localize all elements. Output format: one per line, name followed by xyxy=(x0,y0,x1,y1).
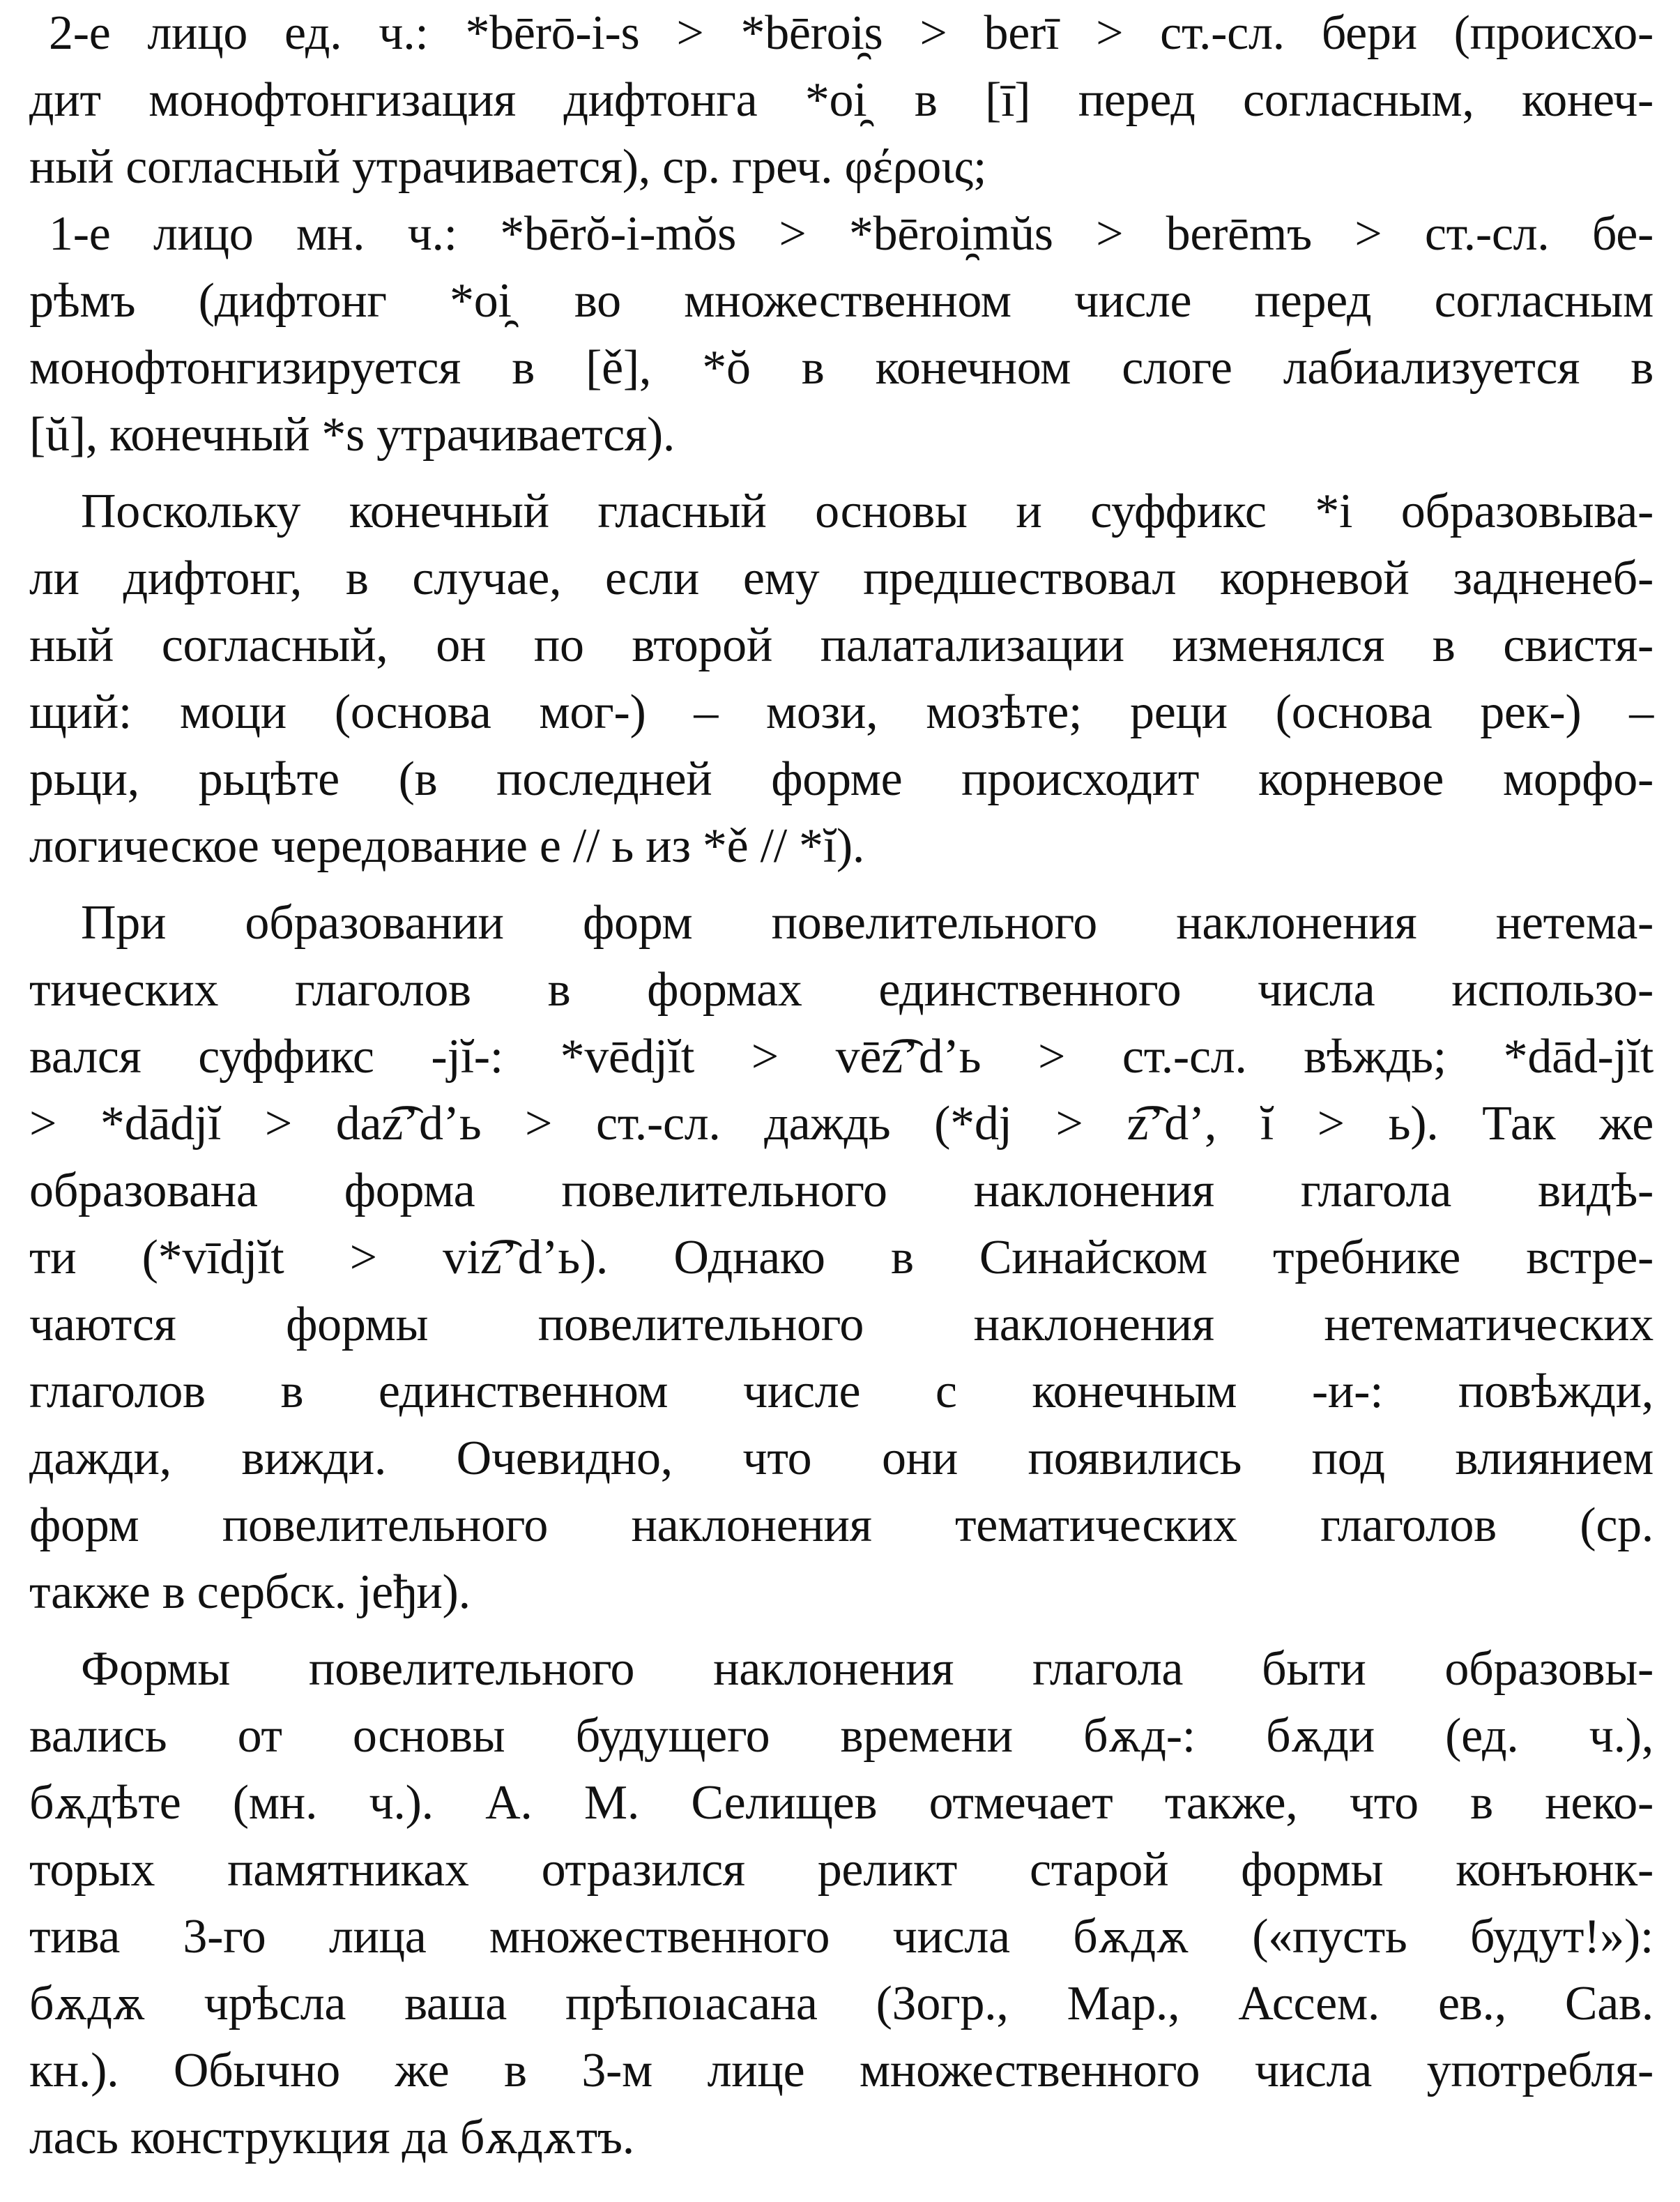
text-line: тических глаголов в формах единственного числа использо- xyxy=(29,963,1654,1017)
text-line: ли дифтонг, в случае, если ему предшествовал корневой задненеб- xyxy=(29,552,1654,605)
text-line: рьци, рьцѣте (в последней форме происходит корневое морфо- xyxy=(29,752,1654,806)
text-line: образована форма повелительного наклонения глагола видѣ- xyxy=(29,1164,1654,1217)
text-line: логическое чередование е // ь из *ě // *ĭ). xyxy=(29,819,865,873)
paragraph-byti xyxy=(29,1636,1654,2171)
text-line: Поскольку конечный гласный основы и суффикс *i образовыва- xyxy=(81,485,1654,538)
text-line: бѫдѣте (мн. ч.). А. М. Селищев отмечает также, что в неко- xyxy=(29,1776,1654,1830)
text-line: Формы повелительного наклонения глагола быти образовы- xyxy=(81,1642,1654,1696)
text-line: вался суффикс -jĭ-: *vēdjĭt > vēz͡’d’ь > ст.-сл. вѣждь; *dād-jĭt xyxy=(29,1030,1654,1084)
text-line: тива 3-го лица множественного числа бѫдѫ («пусть будут!»): xyxy=(29,1910,1654,1964)
text-line: ный согласный, он по второй палатализации изменялся в свистя- xyxy=(29,618,1654,672)
text-line: 2-е лицо ед. ч.: *bērō-i-s > *bēroi̯s > berī > ст.-сл. бери (происхо- xyxy=(49,6,1654,60)
paragraph-1pl xyxy=(29,201,1654,469)
text-line: > *dādjĭ > daz͡’d’ь > ст.-сл. даждь (*dj > z͡’d’, ĭ > ь). Так же xyxy=(29,1097,1654,1151)
paragraph-diphthong xyxy=(29,478,1654,880)
text-line: рѣмъ (дифтонг *oi̯ во множественном числе перед согласным xyxy=(29,274,1654,328)
text-line: торых памятниках отразился реликт старой формы конъюнк- xyxy=(29,1843,1654,1897)
text-line: чаются формы повелительного наклонения нетематических xyxy=(29,1298,1654,1351)
paragraph-2sg xyxy=(29,0,1654,201)
text-line: щий: моци (основа мог-) – мози, мозѣте; реци (основа рек-) – xyxy=(29,685,1654,739)
text-line: монофтонгизируется в [ě], *ŏ в конечном слоге лабиализуется в xyxy=(29,341,1654,395)
text-line: форм повелительного наклонения тематических глаголов (ср. xyxy=(29,1498,1654,1552)
text-line: также в сербск. jeђи). xyxy=(29,1565,471,1619)
text-line: ный согласный утрачивается), ср. греч. φέροις; xyxy=(29,140,987,194)
text-line: [ŭ], конечный *s утрачивается). xyxy=(29,408,675,462)
text-line: глаголов в единственном числе с конечным -и-: повѣжди, xyxy=(29,1365,1654,1418)
text-line: дит монофтонгизация дифтонга *oi̯ в [ī] перед согласным, конеч- xyxy=(29,73,1654,127)
document-page xyxy=(29,0,1654,2171)
text-line: бѫдѫ чрѣсла ваша прѣпоıасана (Зогр., Мар., Ассем. ев., Сав. xyxy=(29,1977,1654,2030)
text-line: лась конструкция да бѫдѫтъ. xyxy=(29,2111,634,2164)
text-line: дажди, вижди. Очевидно, что они появились под влиянием xyxy=(29,1432,1654,1485)
text-line: При образовании форм повелительного наклонения нетема- xyxy=(81,896,1654,950)
text-line: 1-е лицо мн. ч.: *bērŏ-i-mŏs > *bēroi̯mŭs > berēmъ > ст.-сл. бе- xyxy=(49,207,1654,261)
paragraph-athematic xyxy=(29,890,1654,1626)
text-line: вались от основы будущего времени бѫд-: бѫди (ед. ч.), xyxy=(29,1709,1654,1763)
text-line: кн.). Обычно же в 3-м лице множественного числа употребля- xyxy=(29,2044,1654,2097)
text-line: ти (*vīdjĭt > viz͡’d’ь). Однако в Синайском требнике встре- xyxy=(29,1231,1654,1284)
